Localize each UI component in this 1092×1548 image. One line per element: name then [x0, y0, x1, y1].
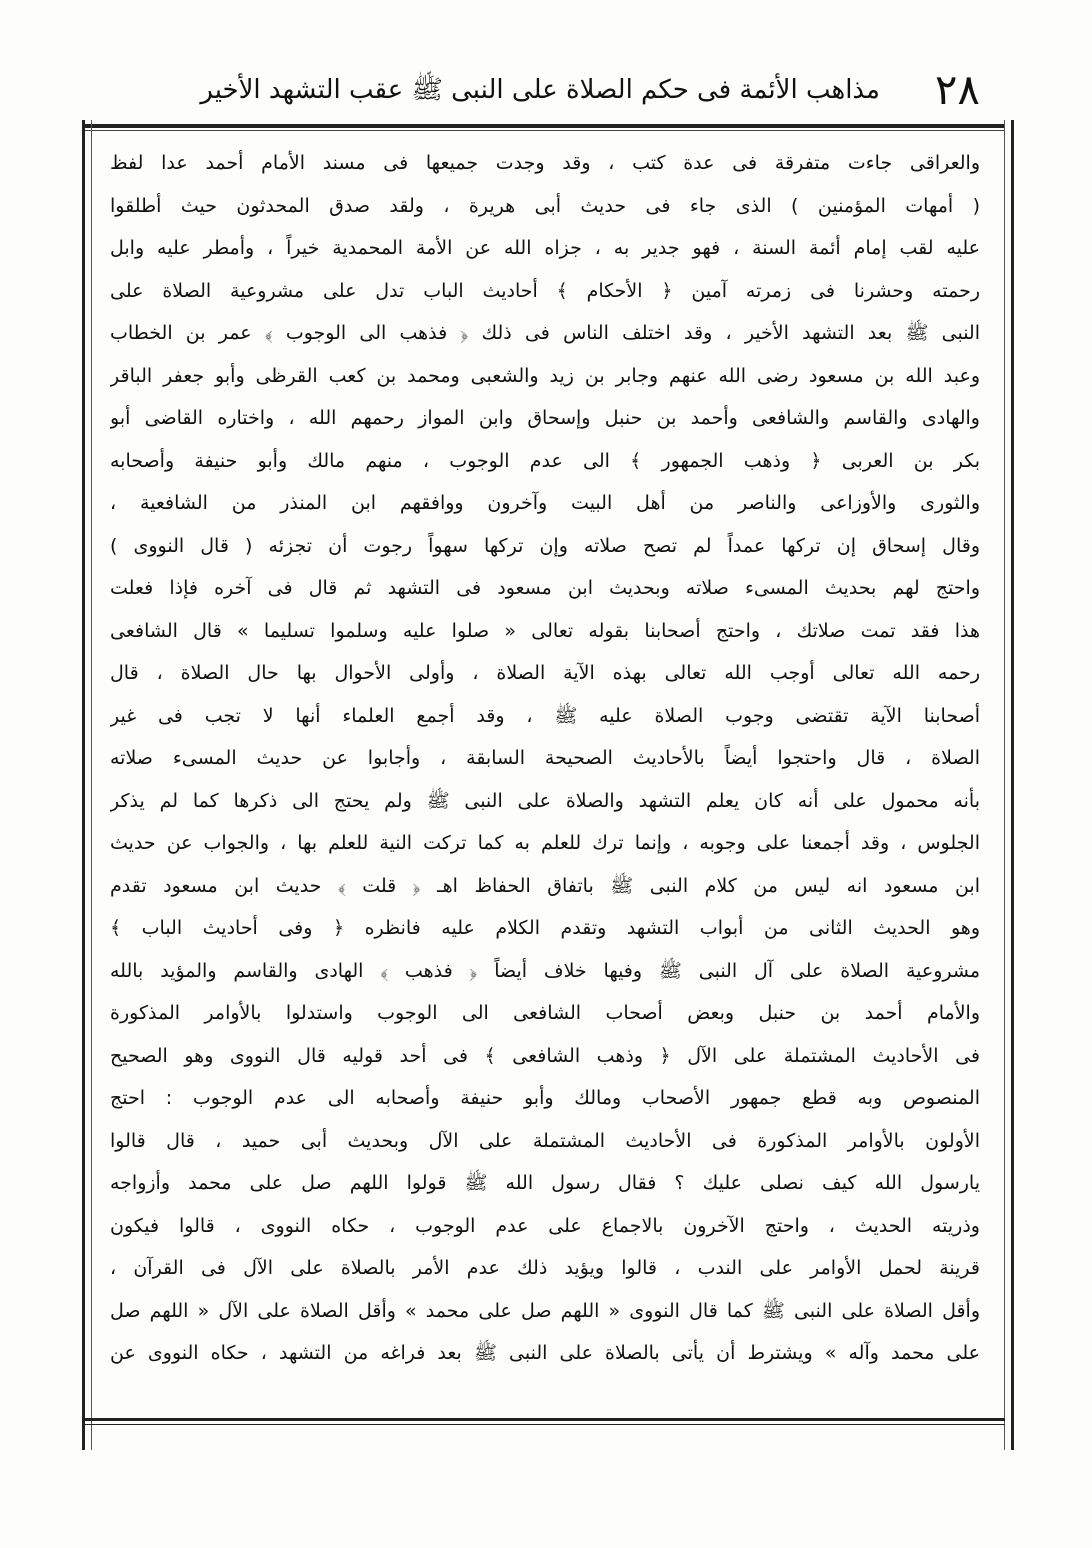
text-line: أصحابنا الآية تقتضى وجوب الصلاة عليه ﷺ ، وقد أجمع العلماء أنها لا تجب فى غير	[110, 704, 980, 727]
running-title: مذاهب الأئمة فى حكم الصلاة على النبى ﷺ عقب التشهد الأخير	[200, 75, 880, 105]
text-line: واحتج لهم بحديث المسىء صلاته وبحديث ابن مسعود فى التشهد ثم قال فى آخره فإذا فعلت	[110, 577, 980, 599]
text-line: على محمد وآله » ويشترط أن يأتى بالصلاة على النبى ﷺ بعد فراغه من التشهد ، حكاه النووى عن	[110, 1342, 980, 1364]
text-line: والثورى والأوزاعى والناصر من أهل البيت وآخرون ووافقهم ابن المنذر من الشافعية ،	[110, 492, 980, 514]
text-line: وهو الحديث الثانى من أبواب التشهد وتقدم الكلام عليه فانظره ﴿ وفى أحاديث الباب ﴾	[110, 917, 980, 939]
text-line: والعراقى جاءت متفرقة فى عدة كتب ، وقد وجدت جميعها فى مسند الأمام أحمد عدا لفظ	[110, 152, 980, 174]
text-line: والهادى والقاسم والشافعى وأحمد بن حنبل وإسحاق وابن المواز رحمهم الله ، واختاره القاضى أبو	[110, 407, 980, 429]
text-line: الأولون بالأوامر المذكورة فى الأحاديث المشتملة على الآل وبحديث أبى حميد ، قال قالوا	[110, 1129, 980, 1152]
text-line: ابن مسعود انه ليس من كلام النبى ﷺ باتفاق الحفاظ اهـ ﴿ قلت ﴾ حديث ابن مسعود تقدم	[110, 874, 980, 897]
text-line: والأمام أحمد بن حنبل وبعض أصحاب الشافعى الى الوجوب واستدلوا بالأوامر المذكورة	[110, 1002, 980, 1024]
text-line: الصلاة ، قال واحتجوا أيضاً بالأحاديث الصحيحة السابقة ، وأجابوا عن حديث المسىء صلاته	[110, 747, 980, 769]
footer-rule-thin	[85, 1424, 1005, 1425]
text-line: الجلوس ، وقد أجمعنا على وجوبه ، وإنما ترك للعلم به كما تركت النية للعلم بها ، والجواب عن حديث	[110, 832, 980, 854]
text-line: مشروعية الصلاة على آل النبى ﷺ وفيها خلاف أيضاً ﴿ فذهب ﴾ الهادى والقاسم والمؤيد بالله	[110, 959, 980, 982]
text-line: وأقل الصلاة على النبى ﷺ كما قال النووى « اللهم صل على محمد » وأقل الصلاة على الآل « اللهم صل	[110, 1299, 980, 1322]
footer-rule	[85, 1418, 1005, 1421]
page-number: ٢٨	[934, 65, 980, 114]
text-line: قرينة لحمل الأوامر على الندب ، قالوا ويؤيد ذلك عدم الأمر بالصلاة على الآل فى القرآن ،	[110, 1257, 980, 1279]
text-line: المنصوص وبه قطع جمهور الأصحاب ومالك وأبو حنيفة وأصحابه الى عدم الوجوب : احتج	[110, 1087, 980, 1109]
text-line: رحمته وحشرنا فى زمرته آمين ﴿ الأحكام ﴾ أحاديث الباب تدل على مشروعية الصلاة على	[110, 279, 980, 302]
text-line: يارسول الله كيف نصلى عليك ؟ فقال رسول الله ﷺ قولوا اللهم صل على محمد وأزواجه	[110, 1172, 980, 1194]
text-line: فى الأحاديث المشتملة على الآل ﴿ وذهب الشافعى ﴾ فى أحد قوليه قال النووى وهو الصحيح	[110, 1044, 980, 1067]
text-line: ( أمهات المؤمنين ) الذى جاء فى حديث أبى هريرة ، ولقد صدق المحدثون حيث أطلقوا	[110, 194, 980, 217]
page-header	[130, 60, 980, 120]
text-line: هذا فقد تمت صلاتك ، واحتج أصحابنا بقوله تعالى « صلوا عليه وسلموا تسليما » قال الشافعى	[110, 619, 980, 642]
body-text	[110, 142, 980, 1375]
text-line: عليه لقب إمام أئمة السنة ، فهو جدير به ، جزاه الله عن الأمة المحمدية خيراً ، وأمطر عليه وابل	[110, 237, 980, 259]
text-line: وعبد الله بن مسعود رضى الله عنهم وجابر بن زيد والشعبى ومحمد بن كعب القرظى وأبو جعفر الباقر	[110, 364, 980, 387]
text-line: رحمه الله تعالى أوجب الله تعالى بهذه الآية الصلاة ، وأولى الأحوال بها حال الصلاة ، قال	[110, 662, 980, 684]
text-line: وذريته الحديث ، واحتج الآخرون بالاجماع على عدم الوجوب ، حكاه النووى ، قالوا فيكون	[110, 1214, 980, 1237]
text-line: بكر بن العربى ﴿ وذهب الجمهور ﴾ الى عدم الوجوب ، منهم مالك وأبو حنيفة وأصحابه	[110, 449, 980, 472]
text-line: وقال إسحاق إن تركها عمداً لم تصح صلاته وإن تركها سهواً رجوت أن تجزئه ( قال النووى )	[110, 534, 980, 557]
text-line: بأنه محمول على أنه كان يعلم التشهد والصلاة على النبى ﷺ ولم يحتج الى ذكرها كما لم يذكر	[110, 789, 980, 812]
text-line: النبى ﷺ بعد التشهد الأخير ، وقد اختلف الناس فى ذلك ﴿ فذهب الى الوجوب ﴾ عمر بن الخطاب	[110, 322, 980, 344]
